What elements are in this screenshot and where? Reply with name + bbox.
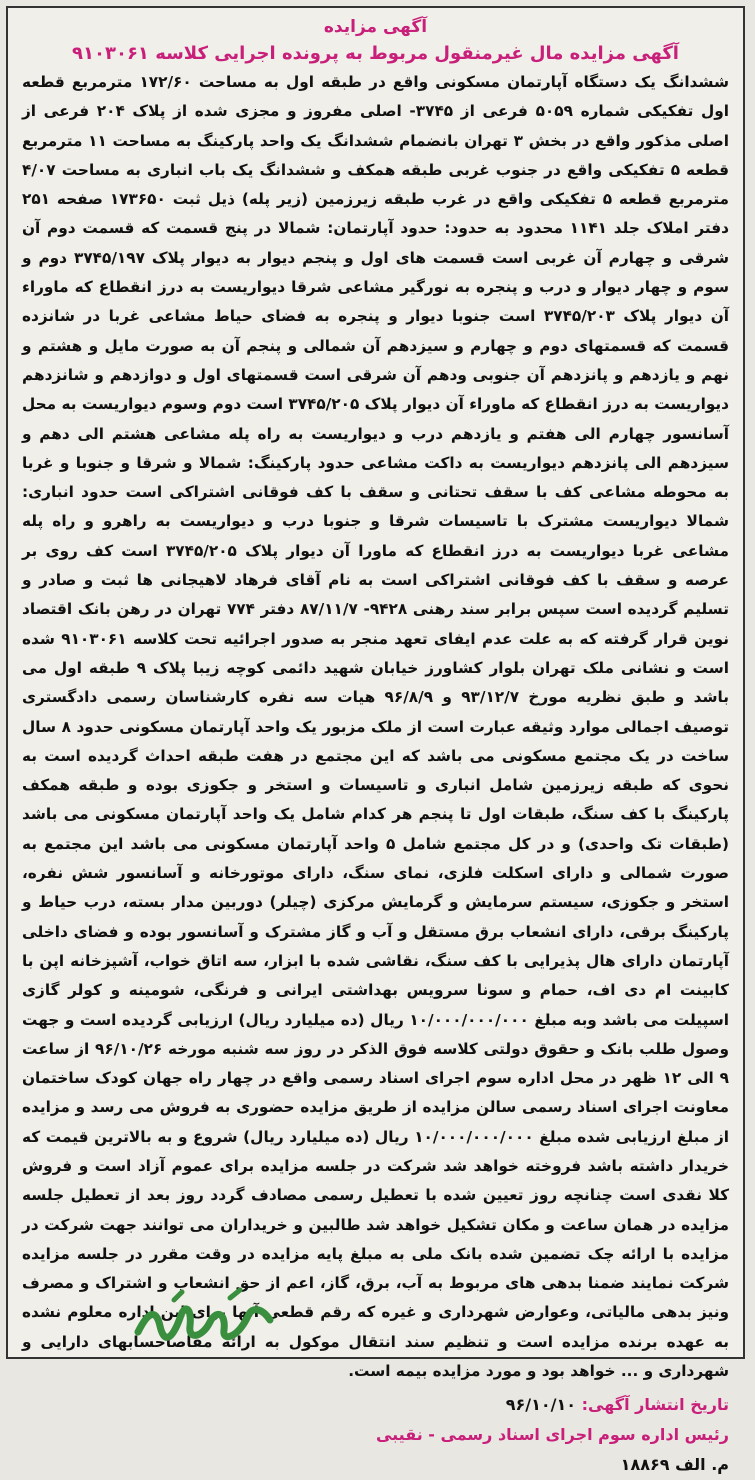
publication-date-label: تاریخ انتشار آگهی: xyxy=(581,1395,729,1415)
notice-title: آگهی مزایده xyxy=(323,17,428,37)
reference-number: م. الف ۱۸۸۶۹ xyxy=(620,1455,729,1475)
signer-name: رئیس اداره سوم اجرای اسناد رسمی - نقیبی xyxy=(375,1425,729,1445)
publication-date-value: ۹۶/۱۰/۱۰ xyxy=(505,1395,577,1415)
notice-subtitle: آگهی مزایده مال غیرمنقول مربوط به پرونده اجرایی کلاسه ۹۱۰۳۰۶۱ xyxy=(72,43,679,64)
notice-footer xyxy=(22,1390,729,1480)
handwritten-signature-icon xyxy=(130,1282,280,1350)
publication-date-line xyxy=(22,1390,729,1420)
notice-body: ششدانگ یک دستگاه آپارتمان مسکونی واقع در طبقه اول به مساحت ۱۷۲/۶۰ مترمربع قطعه اول تفکیکی شماره ۵۰۵۹ فرعی از ۳۷۴۵- اصلی مفروز و مجزی شده از پلاک ۲۰۴ فرعی از اصلی مذکور واقع در بخش ۳ تهران بانضمام ششدانگ یک واحد پارکینگ به مساحت ۱۱ مترمربع قطعه ۵ تفکیکی واقع در جنوب غربی طبقه همکف و ششدانگ یک باب انباری به مساحت ۴/۰۷ مترمربع قطعه ۵ تفکیکی واقع در غرب طبقه زیرزمین (زیر پله) ذیل ثبت ۱۷۳۶۵۰ صفحه ۲۵۱ دفتر املاک جلد ۱۱۴۱ محدود به حدود: حدود آپارتمان: شمالا در پنج قسمت که قسمت دوم آن شرقی و چهارم آن غربی است قسمت های اول و پنجم دیوار به دیوار پلاک ۳۷۴۵/۱۹۷ دوم و سوم و چهار دیوار و درب و پنجره به نورگیر مشاعی شرقا دیواریست به درز انقطاع که ماوراء آن دیوار پلاک ۳۷۴۵/۲۰۳ است جنوبا دیوار و پنجره به فضای حیاط مشاعی غربا در شانزده قسمت که قسمتهای دوم و چهارم و سیزدهم آن شمالی و پنجم آن به صورت مایل و هشتم و نهم و یازدهم و پانزدهم آن جنوبی ودهم آن شرقی است قسمتهای اول و دوازدهم و شانزدهم دیواریست به درز انقطاع که ماوراء آن دیوار پلاک ۳۷۴۵/۲۰۵ است دوم وسوم دیواریست به محل آسانسور چهارم الی هفتم و یازدهم درب و دیواریست به راه پله مشاعی هشتم الی دهم و سیزدهم الی پانزدهم دیواریست به داکت مشاعی حدود پارکینگ: شمالا و شرقا و جنوبا و غربا به محوطه مشاعی کف با سقف تحتانی و سقف با کف فوقانی اشتراکی است حدود انباری: شمالا دیواریست مشترک با تاسیسات شرقا و جنوبا درب و دیواریست به راهرو و راه پله مشاعی غربا دیواریست به درز انقطاع که ماورا آن دیوار پلاک ۳۷۴۵/۲۰۵ است کف روی بر عرصه و سقف با کف فوقانی اشتراکی است به نام آقای فرهاد لاهیجانی ها ثبت و صادر و تسلیم گردیده است سپس برابر سند رهنی ۹۴۲۸- ۸۷/۱۱/۷ دفتر ۷۷۴ تهران در رهن بانک اقتصاد نوین قرار گرفته که به علت عدم ایفای تعهد منجر به صدور اجرائیه تحت کلاسه ۹۱۰۳۰۶۱ شده است و نشانی ملک تهران بلوار کشاورز خیابان شهید دائمی کوچه زیبا پلاک ۹ طبقه اول می باشد و طبق نظریه مورخ ۹۳/۱۲/۷ و ۹۶/۸/۹ هیات سه نفره کارشناسان رسمی دادگستری توصیف اجمالی موارد وثیقه عبارت است از ملک مزبور یک واحد آپارتمان مسکونی حدود ۸ سال ساخت در یک مجتمع مسکونی می باشد که این مجتمع در هفت طبقه احداث گردیده است به نحوی که طبقه زیرزمین شامل انباری و تاسیسات و استخر و جکوزی بوده و طبقه همکف پارکینگ با کف سنگ، طبقات اول تا پنجم هر کدام شامل یک واحد آپارتمان مسکونی می باشد (طبقات تک واحدی) و در کل مجتمع شامل ۵ واحد آپارتمان مسکونی می باشد این مجتمع به صورت شمالی و دارای اسکلت فلزی، نمای سنگ، دارای موتورخانه و آسانسور شش نفره، استخر و جکوزی، سیستم سرمایش و گرمایش مرکزی (چیلر) دوربین مدار بسته، درب حیاط و پارکینگ برقی، دارای انشعاب برق مستقل و آب و گاز مشترک و آسانسور بوده و فضای داخلی آپارتمان دارای هال پذیرایی با کف سنگ، نقاشی شده با ابزار، سه اتاق خواب، آشپزخانه اپن با کابینت ام دی اف، حمام و سونا سرویس بهداشتی ایرانی و فرنگی، شومینه و کولر گازی اسپیلت می باشد وبه مبلغ ۱۰/۰۰۰/۰۰۰/۰۰۰ ریال (ده میلیارد ریال) ارزیابی گردیده است و جهت وصول طلب بانک و حقوق دولتی کلاسه فوق الذکر در روز سه شنبه مورخه ۹۶/۱۰/۲۶ از ساعت ۹ الی ۱۲ ظهر در محل اداره سوم اجرای اسناد رسمی واقع در چهار راه جهان کودک ساختمان معاونت اجرای اسناد رسمی سالن مزایده از طریق مزایده حضوری به فروش می رسد و مزایده از مبلغ ارزیابی شده مبلغ ۱۰/۰۰۰/۰۰۰/۰۰۰ ریال (ده میلیارد ریال) شروع و به بالاترین قیمت که خریدار داشته باشد فروخته خواهد شد شرکت در جلسه مزایده برای عموم آزاد است و فروش کلا نقدی است چنانچه روز تعیین شده با تعطیل رسمی مصادف گردد روز بعد از تعطیل جلسه مزایده در همان ساعت و مکان تشکیل خواهد شد طالبین و خریداران می توانند جهت شرکت در مزایده با ارائه چک تضمین شده بانک ملی به مبلغ پایه مزایده در وقت مقرر در جلسه مزایده شرکت نمایند ضمنا بدهی های مربوط به آب، برق، گاز، اعم از حق انشعاب و اشتراک و مصرف ونیز بدهی مالیاتی، وعوارض شهرداری و غیره که رقم قطعی آنها برای این اداره معلوم نشده به عهده برنده مزایده است و تنظیم سند انتقال موکول به ارائه مفاصاحسابهای دارایی و شهرداری و ... خواهد بود و مورد مزایده بیمه است. xyxy=(22,73,730,1381)
auction-notice xyxy=(6,6,745,1475)
